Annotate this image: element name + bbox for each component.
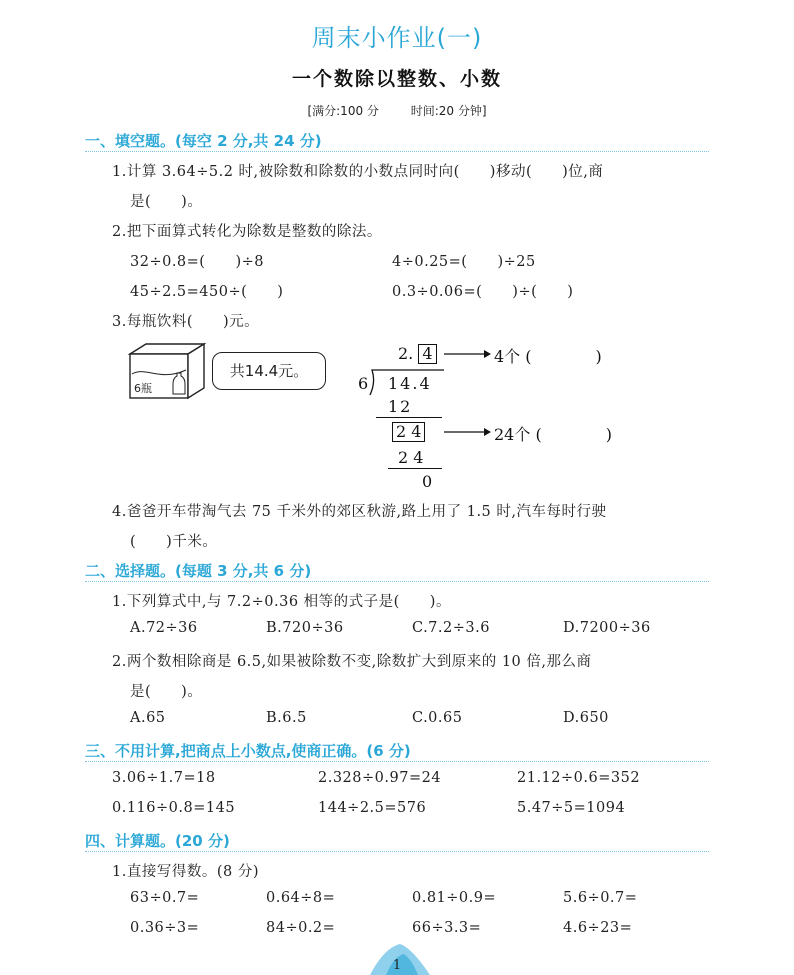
page-subtitle: 一个数除以整数、小数: [291, 68, 502, 90]
arrow-label-1: 4个 ( ): [494, 347, 602, 366]
calc-item: 5.6÷0.7=: [563, 890, 638, 906]
decimal-item: 2.328÷0.97=24: [318, 770, 442, 786]
question-1-2: 2.把下面算式转化为除数是整数的除法。: [112, 224, 382, 240]
arrow-icon: [444, 427, 492, 437]
calc-item: 0.64÷8=: [266, 890, 336, 906]
division-line: [388, 468, 442, 469]
calc-item: 66÷3.3=: [412, 920, 482, 936]
option-c: C.7.2÷3.6: [412, 620, 490, 636]
conversion-item: 45÷2.5=450÷( ): [130, 284, 284, 300]
quotient-int: 2.: [398, 344, 414, 363]
price-bubble: 共14.4元。: [212, 352, 326, 390]
decimal-item: 5.47÷5=1094: [517, 800, 626, 816]
final-remainder: 0: [422, 472, 433, 491]
time-label: 时间:20 分钟]: [410, 104, 487, 118]
option-c: C.0.65: [412, 710, 463, 726]
decimal-item: 21.12÷0.6=352: [517, 770, 641, 786]
section-2-title: 二、选择题。(每题 3 分,共 6 分): [85, 562, 312, 580]
arrow-label-2: 24个 ( ): [494, 425, 612, 444]
conversion-item: 4÷0.25=( )÷25: [392, 254, 536, 270]
page-number: 1: [392, 958, 402, 973]
divisor: 6: [358, 374, 369, 393]
quotient: [398, 344, 437, 364]
calc-item: 4.6÷23=: [563, 920, 633, 936]
question-4-1: 1.直接写得数。(8 分): [112, 864, 259, 880]
subtract-2: 2 4: [398, 448, 424, 467]
option-d: D.650: [563, 710, 609, 726]
question-2-2-cont: 是( )。: [130, 684, 203, 700]
question-1-3: 3.每瓶饮料( )元。: [112, 314, 260, 330]
box-label: 6瓶: [134, 382, 152, 395]
section-divider: [85, 151, 709, 152]
exam-meta: [0, 102, 794, 119]
conversion-item: 32÷0.8=( )÷8: [130, 254, 264, 270]
arrow-icon: [444, 349, 492, 359]
quotient-box: 4: [418, 344, 436, 364]
decimal-item: 0.116÷0.8=145: [112, 800, 236, 816]
decimal-item: 144÷2.5=576: [318, 800, 427, 816]
question-2-1: 1.下列算式中,与 7.2÷0.36 相等的式子是( )。: [112, 594, 451, 610]
calc-item: 0.81÷0.9=: [412, 890, 497, 906]
section-divider: [85, 581, 709, 582]
question-1-1-cont: 是( )。: [130, 194, 203, 210]
dividend: 14.4: [388, 374, 432, 393]
section-divider: [85, 851, 709, 852]
option-d: D.7200÷36: [563, 620, 651, 636]
remainder-box: 2 4: [392, 422, 425, 442]
subtract-1: 12: [388, 397, 413, 416]
calc-item: 63÷0.7=: [130, 890, 200, 906]
question-1-4-cont: ( )千米。: [130, 534, 218, 550]
section-3-title: 三、不用计算,把商点上小数点,使商正确。(6 分): [85, 742, 411, 760]
question-1-1: 1.计算 3.64÷5.2 时,被除数和除数的小数点同时向( )移动( )位,商: [112, 164, 604, 180]
remainder: [392, 422, 425, 442]
page-title: 周末小作业(一): [311, 24, 483, 52]
question-2-2: 2.两个数相除商是 6.5,如果被除数不变,除数扩大到原来的 10 倍,那么商: [112, 654, 592, 670]
section-1-title: 一、填空题。(每空 2 分,共 24 分): [85, 132, 322, 150]
option-b: B.720÷36: [266, 620, 344, 636]
option-b: B.6.5: [266, 710, 307, 726]
question-1-4: 4.爸爸开车带淘气去 75 千米外的郊区秋游,路上用了 1.5 时,汽车每时行驶: [112, 504, 607, 520]
option-a: A.72÷36: [130, 620, 198, 636]
calc-item: 84÷0.2=: [266, 920, 336, 936]
calc-item: 0.36÷3=: [130, 920, 200, 936]
conversion-item: 0.3÷0.06=( )÷( ): [392, 284, 574, 300]
score-label: [满分:100 分: [307, 104, 379, 118]
section-4-title: 四、计算题。(20 分): [85, 832, 230, 850]
decimal-item: 3.06÷1.7=18: [112, 770, 216, 786]
division-line: [376, 417, 442, 418]
section-divider: [85, 761, 709, 762]
option-a: A.65: [130, 710, 166, 726]
